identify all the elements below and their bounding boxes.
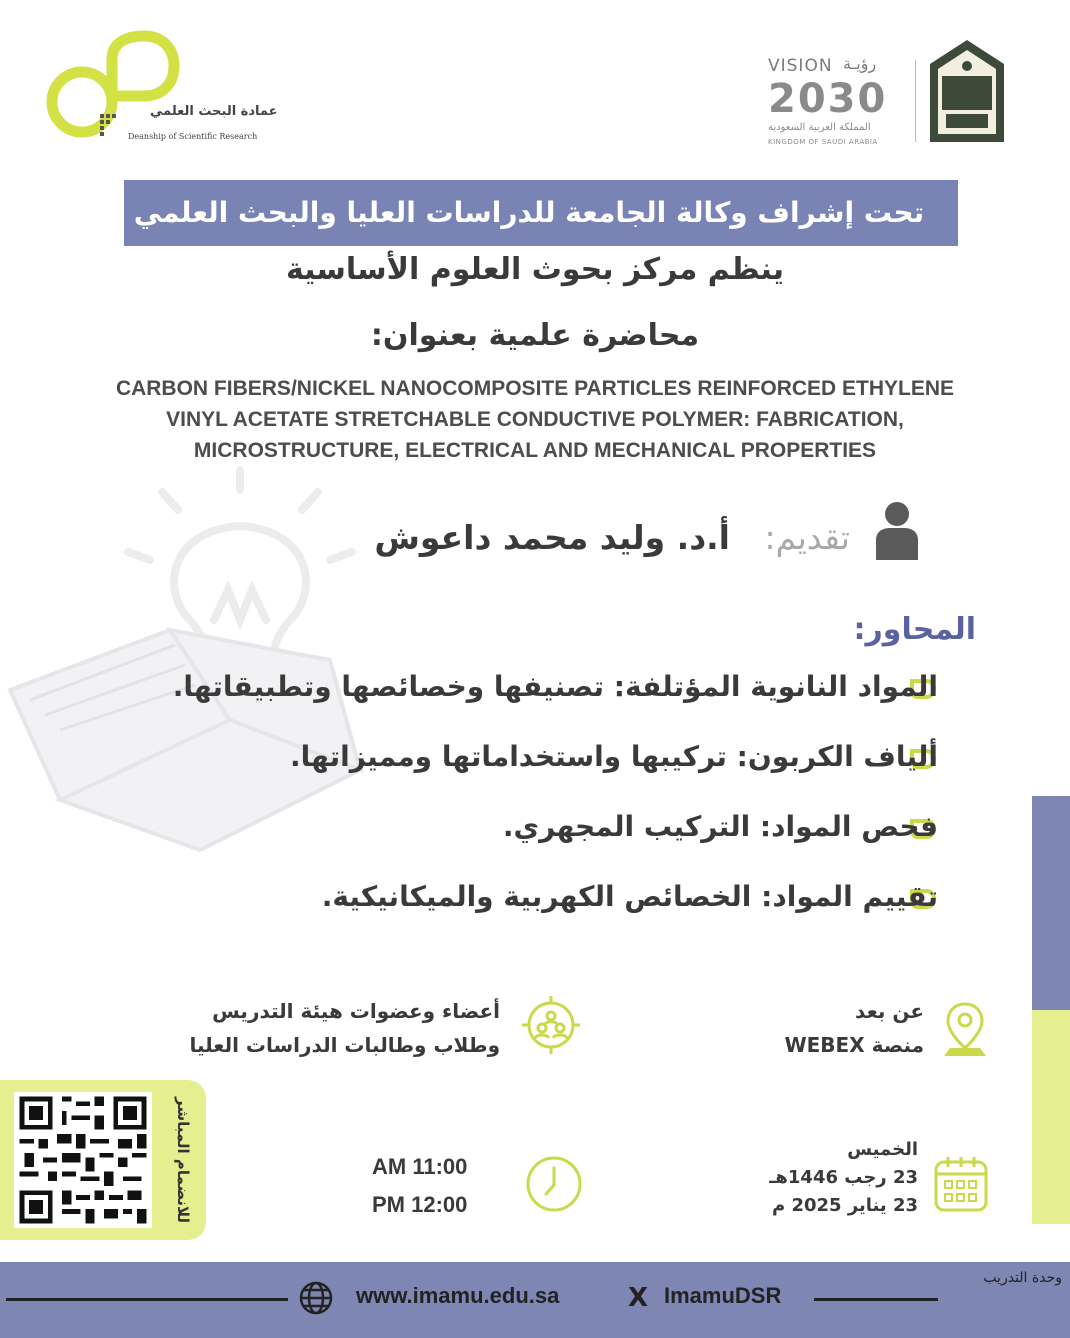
date-text	[769, 1136, 918, 1220]
lecture-title-line: MICROSTRUCTURE, ELECTRICAL AND MECHANICAL PROPERTIES	[193, 439, 877, 462]
time-start: AM 11:00	[372, 1154, 468, 1179]
audience-text	[189, 994, 500, 1062]
header-divider	[915, 60, 916, 142]
footer-divider	[6, 1298, 288, 1301]
date-day: الخميس	[847, 1139, 918, 1160]
supervision-text: تحت إشراف وكالة الجامعة للدراسات العليا والبحث العلمي	[133, 196, 925, 229]
calendar-icon	[932, 1154, 990, 1214]
accent-bar-blue	[1032, 796, 1070, 1010]
dsr-name-english: Deanship of Scientific Research	[128, 132, 258, 141]
topic-item: تقييم المواد: الخصائص الكهربية والميكانيكية.	[321, 880, 938, 913]
training-unit-label: وحدة التدريب	[983, 1270, 1062, 1286]
location-pin-icon	[940, 1000, 990, 1062]
location-line: منصة WEBEX	[784, 1033, 924, 1057]
presenter-name: أ.د. وليد محمد داعوش	[374, 518, 730, 557]
audience-icon	[520, 994, 582, 1056]
website-link[interactable]: www.imamu.edu.sa	[356, 1283, 560, 1308]
accent-bar-green	[1032, 1010, 1070, 1224]
kingdom-arabic: المملكة العربية السعودية	[768, 122, 871, 133]
qr-label	[156, 1082, 192, 1238]
qr-label-text: للانضمام المباشر	[174, 1096, 192, 1224]
x-handle-link[interactable]: ImamuDSR	[664, 1283, 782, 1308]
presenter-label: تقديم:	[764, 518, 850, 557]
time-text	[372, 1148, 467, 1224]
university-logo	[928, 38, 1006, 144]
lecture-title-line: CARBON FIBERS/NICKEL NANOCOMPOSITE PARTICLES REINFORCED ETHYLENE	[115, 377, 955, 400]
date-gregorian: 23 يناير 2025 م	[772, 1195, 918, 1216]
topic-item: ألياف الكربون: تركيبها واستخداماتها ومميزاتها.	[289, 740, 938, 773]
lecture-heading: محاضرة علمية بعنوان:	[370, 318, 700, 353]
topic-item: فحص المواد: التركيب المجهري.	[502, 810, 938, 843]
vision-arabic: رؤيـة	[843, 54, 877, 73]
footer-divider	[814, 1298, 938, 1301]
x-logo-icon: X	[628, 1283, 649, 1313]
organizer-heading: ينظم مركز بحوث العلوم الأساسية	[285, 252, 785, 287]
audience-line: أعضاء وعضوات هيئة التدريس	[212, 999, 500, 1023]
qr-code[interactable]	[14, 1092, 152, 1228]
vision-word: VISION	[768, 56, 833, 76]
date-hijri: 23 رجب 1446هـ	[769, 1167, 918, 1188]
time-end: PM 12:00	[372, 1192, 468, 1217]
clock-icon	[524, 1154, 584, 1214]
person-icon	[872, 500, 922, 562]
location-line: عن بعد	[855, 999, 924, 1023]
location-text	[785, 994, 924, 1062]
audience-line: وطلاب وطالبات الدراسات العليا	[189, 1033, 500, 1057]
lecture-title	[60, 373, 1010, 466]
dsr-name-arabic: عمادة البحث العلمي	[150, 104, 278, 119]
kingdom-english: KINGDOM OF SAUDI ARABIA	[768, 138, 878, 146]
topics-heading: المحاور:	[853, 612, 976, 647]
vision-year: 2030	[768, 76, 888, 122]
topic-item: المواد النانوية المؤتلفة: تصنيفها وخصائصها وتطبيقاتها.	[172, 670, 938, 703]
globe-icon	[298, 1280, 334, 1316]
lecture-title-line: VINYL ACETATE STRETCHABLE CONDUCTIVE POLYMER: FABRICATION,	[166, 408, 904, 431]
